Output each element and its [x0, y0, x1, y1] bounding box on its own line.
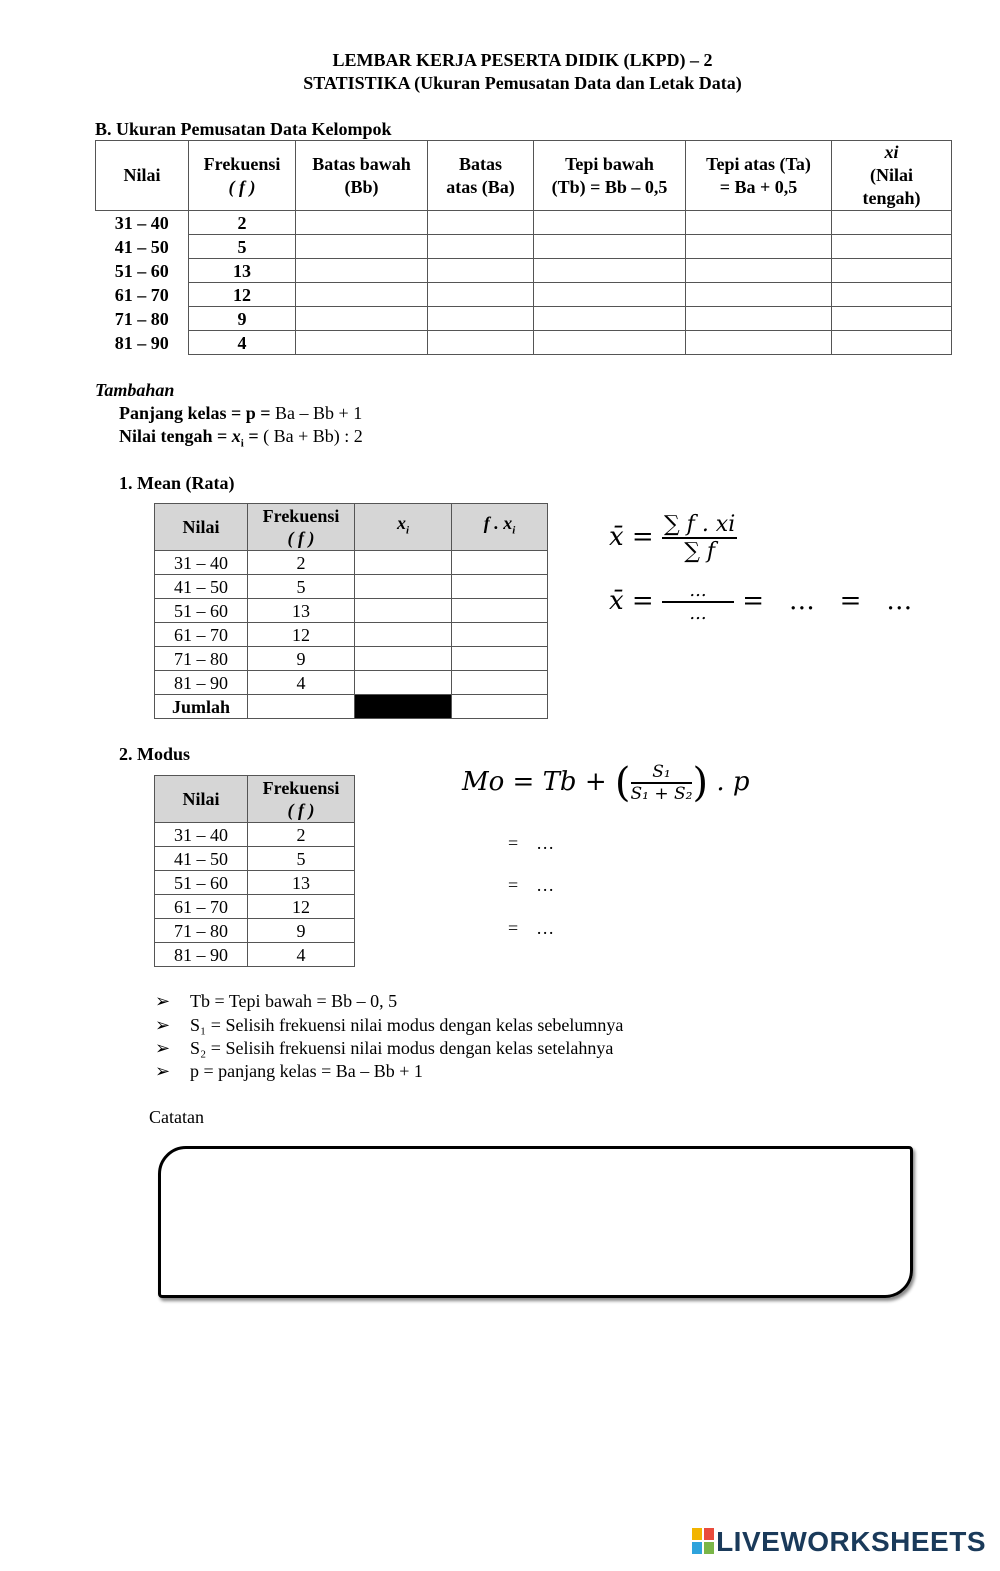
input-cell-nilai-tengah[interactable] — [832, 235, 952, 259]
panjang-kelas-formula: Panjang kelas = p = Ba – Bb + 1 — [119, 403, 363, 423]
modus-step-1: = … — [508, 833, 555, 853]
input-cell-fxi[interactable] — [452, 623, 548, 647]
table-row — [155, 575, 548, 599]
liveworksheets-logo: LIVEWORKSHEETS — [692, 1526, 986, 1558]
col-nilai: Nilai — [155, 504, 248, 551]
table-row — [155, 647, 548, 671]
cell-frekuensi: 2 — [248, 823, 355, 847]
input-cell-xi[interactable] — [355, 647, 452, 671]
cell-nilai: 31 – 40 — [155, 551, 248, 575]
col-nilai: Nilai — [96, 141, 189, 211]
worksheet-title: LEMBAR KERJA PESERTA DIDIK (LKPD) – 2 — [332, 50, 713, 70]
input-cell-batas-bawah[interactable] — [296, 331, 428, 355]
arrow-bullet-icon: ➢ — [155, 1015, 171, 1035]
input-cell-tepi-atas[interactable] — [686, 235, 832, 259]
col-tepi-bawah: Tepi bawah (Tb) = Bb – 0,5 — [534, 141, 686, 211]
cell-frekuensi: 4 — [189, 331, 296, 355]
col-batas-bawah: Batas bawah (Bb) — [296, 141, 428, 211]
jumlah-label: Jumlah — [155, 695, 248, 719]
input-cell-batas-bawah[interactable] — [296, 283, 428, 307]
input-cell-tepi-atas[interactable] — [686, 283, 832, 307]
cell-frekuensi: 4 — [248, 671, 355, 695]
cell-frekuensi: 9 — [248, 919, 355, 943]
col-fxi: f . $x_i$ — [452, 504, 548, 551]
cell-frekuensi: 5 — [248, 847, 355, 871]
cell-nilai: 71 – 80 — [96, 307, 189, 331]
input-cell-batas-atas[interactable] — [428, 235, 534, 259]
input-cell-xi[interactable] — [355, 671, 452, 695]
worksheet-subtitle: STATISTIKA (Ukuran Pemusatan Data dan Letak Data) — [303, 73, 742, 93]
cell-nilai: 51 – 60 — [155, 871, 248, 895]
input-cell-tepi-bawah[interactable] — [534, 259, 686, 283]
cell-frekuensi: 4 — [248, 943, 355, 967]
table-row — [96, 235, 952, 259]
table-row — [155, 823, 355, 847]
cell-frekuensi: 5 — [189, 235, 296, 259]
input-cell-batas-atas[interactable] — [428, 211, 534, 235]
table-row — [96, 307, 952, 331]
input-cell-batas-atas[interactable] — [428, 331, 534, 355]
catatan-label: Catatan — [149, 1107, 204, 1127]
table-row — [155, 551, 548, 575]
cell-nilai: 61 – 70 — [155, 895, 248, 919]
cell-nilai: 71 – 80 — [155, 647, 248, 671]
table-row — [96, 283, 952, 307]
mean-heading: 1. Mean (Rata) — [119, 473, 235, 493]
cell-frekuensi: 9 — [248, 647, 355, 671]
jumlah-row — [155, 695, 548, 719]
input-cell-tepi-bawah[interactable] — [534, 331, 686, 355]
col-frekuensi: Frekuensi ( f ) — [189, 141, 296, 211]
cell-frekuensi: 2 — [248, 551, 355, 575]
cell-frekuensi: 2 — [189, 211, 296, 235]
arrow-bullet-icon: ➢ — [155, 1061, 171, 1081]
cell-frekuensi: 9 — [189, 307, 296, 331]
input-cell-xi[interactable] — [355, 599, 452, 623]
input-cell-tepi-atas[interactable] — [686, 331, 832, 355]
input-cell-tepi-bawah[interactable] — [534, 283, 686, 307]
table-row — [96, 211, 952, 235]
input-cell-batas-bawah[interactable] — [296, 307, 428, 331]
cell-nilai: 81 – 90 — [155, 943, 248, 967]
note-item: ➢ Tb = Tepi bawah = Bb – 0, 5 — [155, 991, 398, 1011]
table-header-row — [96, 141, 952, 211]
cell-frekuensi: 12 — [189, 283, 296, 307]
input-cell-nilai-tengah[interactable] — [832, 307, 952, 331]
input-cell-batas-atas[interactable] — [428, 283, 534, 307]
input-cell-fxi[interactable] — [452, 575, 548, 599]
cell-nilai: 31 – 40 — [96, 211, 189, 235]
cell-frekuensi: 13 — [189, 259, 296, 283]
input-cell-tepi-bawah[interactable] — [534, 307, 686, 331]
table-row — [155, 623, 548, 647]
table-header-row — [155, 776, 355, 823]
cell-nilai: 81 – 90 — [96, 331, 189, 355]
cell-nilai: 61 – 70 — [96, 283, 189, 307]
col-frekuensi: Frekuensi ( f ) — [248, 504, 355, 551]
input-cell-batas-bawah[interactable] — [296, 259, 428, 283]
section-b-heading: B. Ukuran Pemusatan Data Kelompok — [95, 119, 392, 139]
cell-nilai: 71 – 80 — [155, 919, 248, 943]
table-row — [155, 671, 548, 695]
cell-nilai: 41 – 50 — [155, 575, 248, 599]
col-tepi-atas: Tepi atas (Ta) = Ba + 0,5 — [686, 141, 832, 211]
input-cell-batas-bawah[interactable] — [296, 235, 428, 259]
cell-nilai: 31 – 40 — [155, 823, 248, 847]
input-cell-fxi[interactable] — [452, 671, 548, 695]
table-row — [155, 919, 355, 943]
cell-nilai: 81 – 90 — [155, 671, 248, 695]
table-row — [155, 847, 355, 871]
table-row — [96, 331, 952, 355]
arrow-bullet-icon: ➢ — [155, 1038, 171, 1058]
modus-table — [154, 775, 355, 967]
cell-nilai: 41 – 50 — [155, 847, 248, 871]
col-batas-atas: Batas atas (Ba) — [428, 141, 534, 211]
input-cell-tepi-bawah[interactable] — [534, 235, 686, 259]
table-header-row — [155, 504, 548, 551]
col-frekuensi: Frekuensi ( f ) — [248, 776, 355, 823]
blocked-cell — [355, 695, 452, 719]
input-cell-batas-bawah[interactable] — [296, 211, 428, 235]
table-row — [96, 259, 952, 283]
col-nilai-tengah: xi (Nilai tengah) — [832, 141, 952, 211]
note-item: ➢ S₂ = Selisih frekuensi nilai modus dengan kelas setelahnya — [155, 1038, 614, 1058]
cell-nilai: 61 – 70 — [155, 623, 248, 647]
cell-frekuensi: 5 — [248, 575, 355, 599]
input-cell-nilai-tengah[interactable] — [832, 259, 952, 283]
input-cell-fxi[interactable] — [452, 551, 548, 575]
col-nilai: Nilai — [155, 776, 248, 823]
input-cell-sum-fxi[interactable] — [452, 695, 548, 719]
catatan-box[interactable] — [158, 1146, 913, 1298]
input-cell-tepi-atas[interactable] — [686, 307, 832, 331]
col-xi: $x_i$ — [355, 504, 452, 551]
tambahan-label: Tambahan — [95, 380, 175, 400]
input-cell-nilai-tengah[interactable] — [832, 283, 952, 307]
cell-frekuensi: 13 — [248, 871, 355, 895]
input-cell-tepi-bawah[interactable] — [534, 211, 686, 235]
modus-step-3: = … — [508, 918, 555, 938]
modus-heading: 2. Modus — [119, 744, 191, 764]
arrow-bullet-icon: ➢ — [155, 991, 171, 1011]
mean-calc: x̄ = $\frac{...}{...}$ = … = … — [609, 580, 913, 624]
input-cell-xi[interactable] — [355, 551, 452, 575]
cell-frekuensi: 13 — [248, 599, 355, 623]
cell-nilai: 41 – 50 — [96, 235, 189, 259]
input-cell-batas-atas[interactable] — [428, 307, 534, 331]
input-cell-nilai-tengah[interactable] — [832, 211, 952, 235]
note-item: ➢ p = panjang kelas = Ba – Bb + 1 — [155, 1061, 423, 1081]
input-cell-tepi-atas[interactable] — [686, 259, 832, 283]
table-row — [155, 943, 355, 967]
input-cell-tepi-atas[interactable] — [686, 211, 832, 235]
cell-nilai: 51 – 60 — [155, 599, 248, 623]
cell-nilai: 51 – 60 — [96, 259, 189, 283]
table-row — [155, 895, 355, 919]
modus-step-2: = … — [508, 875, 555, 895]
grouped-data-table — [95, 140, 952, 355]
input-cell-xi[interactable] — [355, 623, 452, 647]
mean-formula: x̄ = $\frac{\sum f . xi}{\sum f}$ — [609, 512, 736, 564]
modus-formula: Mo = Tb + ( $\frac{\text{S₁}}{\text{S₁ + S₂}}$ ) . p — [462, 760, 750, 806]
table-row — [155, 871, 355, 895]
liveworksheets-logo-icon — [692, 1528, 714, 1554]
input-cell-xi[interactable] — [355, 575, 452, 599]
input-cell-fxi[interactable] — [452, 647, 548, 671]
cell-frekuensi: 12 — [248, 895, 355, 919]
nilai-tengah-formula: Nilai tengah = $x_i$ = ( Ba + Bb) : 2 — [119, 426, 363, 450]
mean-table — [154, 503, 548, 719]
cell-frekuensi: 12 — [248, 623, 355, 647]
input-cell-sum-f[interactable] — [248, 695, 355, 719]
input-cell-fxi[interactable] — [452, 599, 548, 623]
input-cell-batas-atas[interactable] — [428, 259, 534, 283]
input-cell-nilai-tengah[interactable] — [832, 331, 952, 355]
table-row — [155, 599, 548, 623]
note-item: ➢ S₁ = Selisih frekuensi nilai modus dengan kelas sebelumnya — [155, 1015, 624, 1035]
